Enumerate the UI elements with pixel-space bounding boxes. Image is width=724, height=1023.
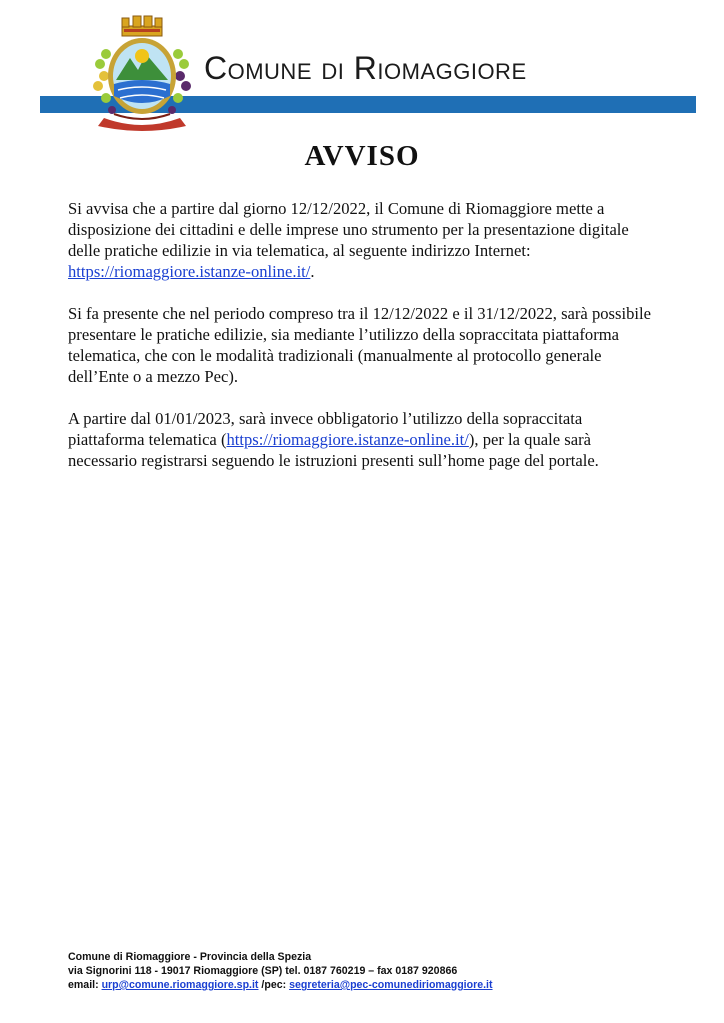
paragraph-3-before: A partire dal 01/01/2023, sarà invece obbligatorio l’utilizzo della sopraccitata piattaforma telematica ( [68, 409, 583, 449]
paragraph-1 [68, 198, 658, 282]
shield-icon [108, 38, 176, 114]
paragraph-3 [68, 408, 658, 471]
paragraph-1-text: Si avvisa che a partire dal giorno 12/12/2022, il Comune di Riomaggiore mette a disposizione dei cittadini e delle imprese uno strumento per la presentazione digitale delle pratiche edilizie in via telematica, al seguente indirizzo Internet: [68, 199, 629, 260]
footer-line-3 [68, 978, 668, 992]
portal-link-1[interactable]: https://riomaggiore.istanze-online.it/ [68, 262, 311, 281]
paragraph-3-after: ), per la quale sarà necessario registrarsi seguendo le istruzioni presenti sull’home page del portale. [68, 430, 599, 470]
crown-icon [122, 16, 162, 36]
notice-body [68, 198, 658, 492]
footer [68, 950, 668, 992]
paragraph-1-end: . [310, 262, 315, 281]
portal-link-2[interactable]: https://riomaggiore.istanze-online.it/ [226, 430, 469, 449]
pec-link[interactable]: segreteria@pec-comunediriomaggiore.it [289, 979, 493, 991]
municipality-name: Comune di Riomaggiore [204, 50, 531, 90]
footer-line-2: via Signorini 118 - 19017 Riomaggiore (SP) tel. 0187 760219 – fax 0187 920866 [68, 965, 458, 977]
email-label: email: [68, 979, 102, 991]
paragraph-2: Si fa presente che nel periodo compreso tra il 12/12/2022 e il 31/12/2022, sarà possibile presentare le pratiche edilizie, sia mediante l’utilizzo della sopraccitata piattaforma telematica, che con le modalità tradizionali (manualmente al protocollo generale dell’Ente o a mezzo Pec). [68, 304, 651, 386]
notice-title: AVVISO [304, 140, 420, 172]
ribbon-icon [98, 114, 186, 131]
pec-label: /pec: [258, 979, 290, 991]
email-link[interactable]: urp@comune.riomaggiore.sp.it [101, 979, 259, 991]
coat-of-arms-logo [86, 14, 198, 132]
footer-line-1: Comune di Riomaggiore - Provincia della Spezia [68, 951, 312, 963]
